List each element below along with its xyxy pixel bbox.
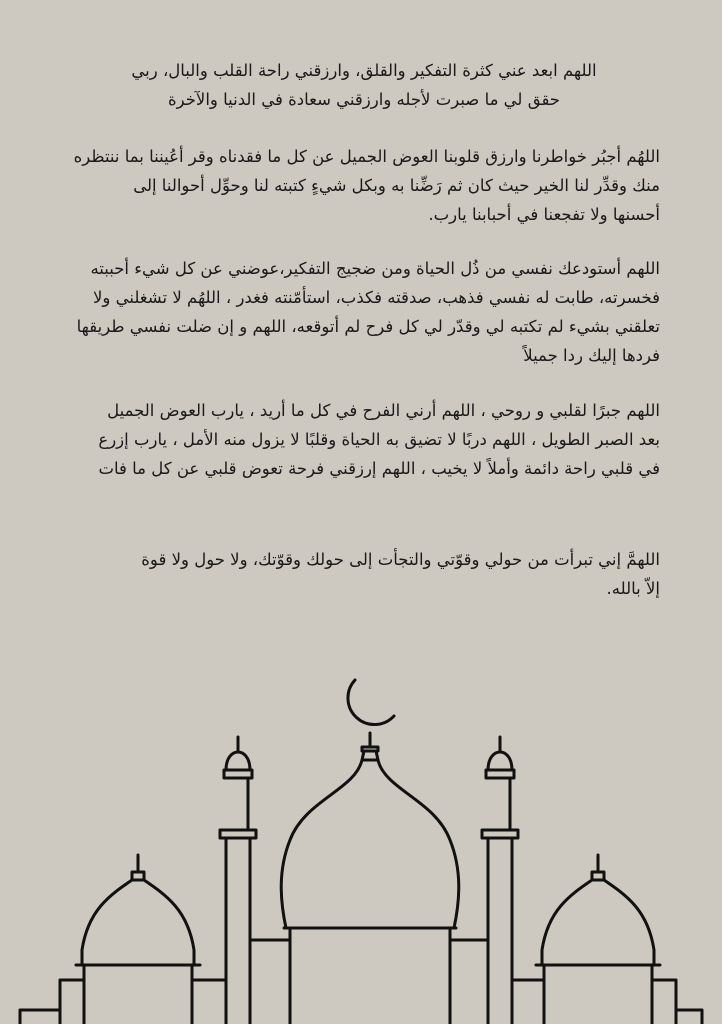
paragraph-line: حقق لي ما صبرت لأجله وارزقني سعادة في الدنيا والآخرة xyxy=(167,90,561,109)
paragraph-line: في قلبي راحة دائمة وأملاً لا يخيب ، اللهم إرزقني فرحة تعوض قلبي عن كل ما فات xyxy=(98,459,660,478)
paragraph-line: اللهم أستودعك نفسي من ذُل الحياة ومن ضجيج التفكير،عوضني عن كل شيء أحببته xyxy=(90,259,660,278)
crescent-moon-icon xyxy=(348,680,394,725)
paragraph-line: منك وقدِّر لنا الخير حيث كان ثم رَضِّنا به وبكل شيءٍ كتبته لنا وحوِّل أحوالنا إلى xyxy=(133,176,660,195)
dua-paragraph-4 xyxy=(48,396,660,483)
main-dome-finial xyxy=(362,733,378,760)
dua-paragraph-3 xyxy=(60,254,660,370)
paragraph-line: فردها إليك ردا جميلاً xyxy=(523,346,660,365)
paragraph-line: أحسنها ولا تفجعنا في أحبابنا يارب. xyxy=(428,205,660,224)
main-dome xyxy=(281,760,459,928)
paragraph-line: تعلقني بشيء لم تكتبه لي وقدّر لي كل فرح لم أتوقعه، اللهم و إن ضلت نفسي طريقها xyxy=(76,317,660,336)
dua-paragraph-5 xyxy=(60,545,660,603)
mosque-skyline-outline-icon xyxy=(0,670,722,1024)
paragraph-line: إلاّ بالله. xyxy=(606,579,660,598)
paragraph-line: اللهم ابعد عني كثرة التفكير والقلق، وارزقني راحة القلب والبال، ربي xyxy=(131,61,597,80)
dua-paragraph-1 xyxy=(70,56,658,114)
paragraph-line: اللهم جبرًا لقلبي و روحي ، اللهم أرني الفرح في كل ما أريد ، يارب العوض الجميل xyxy=(107,401,660,420)
dua-paragraph-2 xyxy=(60,142,660,229)
left-small-dome xyxy=(60,855,226,1024)
paragraph-line: اللهمَّ إني تبرأت من حولي وقوّتي والتجأت إلى حولك وقوّتك، ولا حول ولا قوة xyxy=(141,550,660,569)
paragraph-line: بعد الصبر الطويل ، اللهم دربًا لا تضيق به الحياة وقلبًا لا يزول منه الأمل ، يارب إزرع xyxy=(98,430,660,449)
paragraph-line: اللهُم أجبُر خواطرنا وارزق قلوبنا العوض الجميل عن كل ما فقدناه وقر أعُيننا بما ننتظره xyxy=(73,147,660,166)
right-small-dome xyxy=(512,855,676,1024)
paragraph-line: فخسرته، طابت له نفسي فذهب، صدقته فكذب، استأمّنته فغدر ، اللهُم لا تشغلني ولا xyxy=(92,288,660,307)
